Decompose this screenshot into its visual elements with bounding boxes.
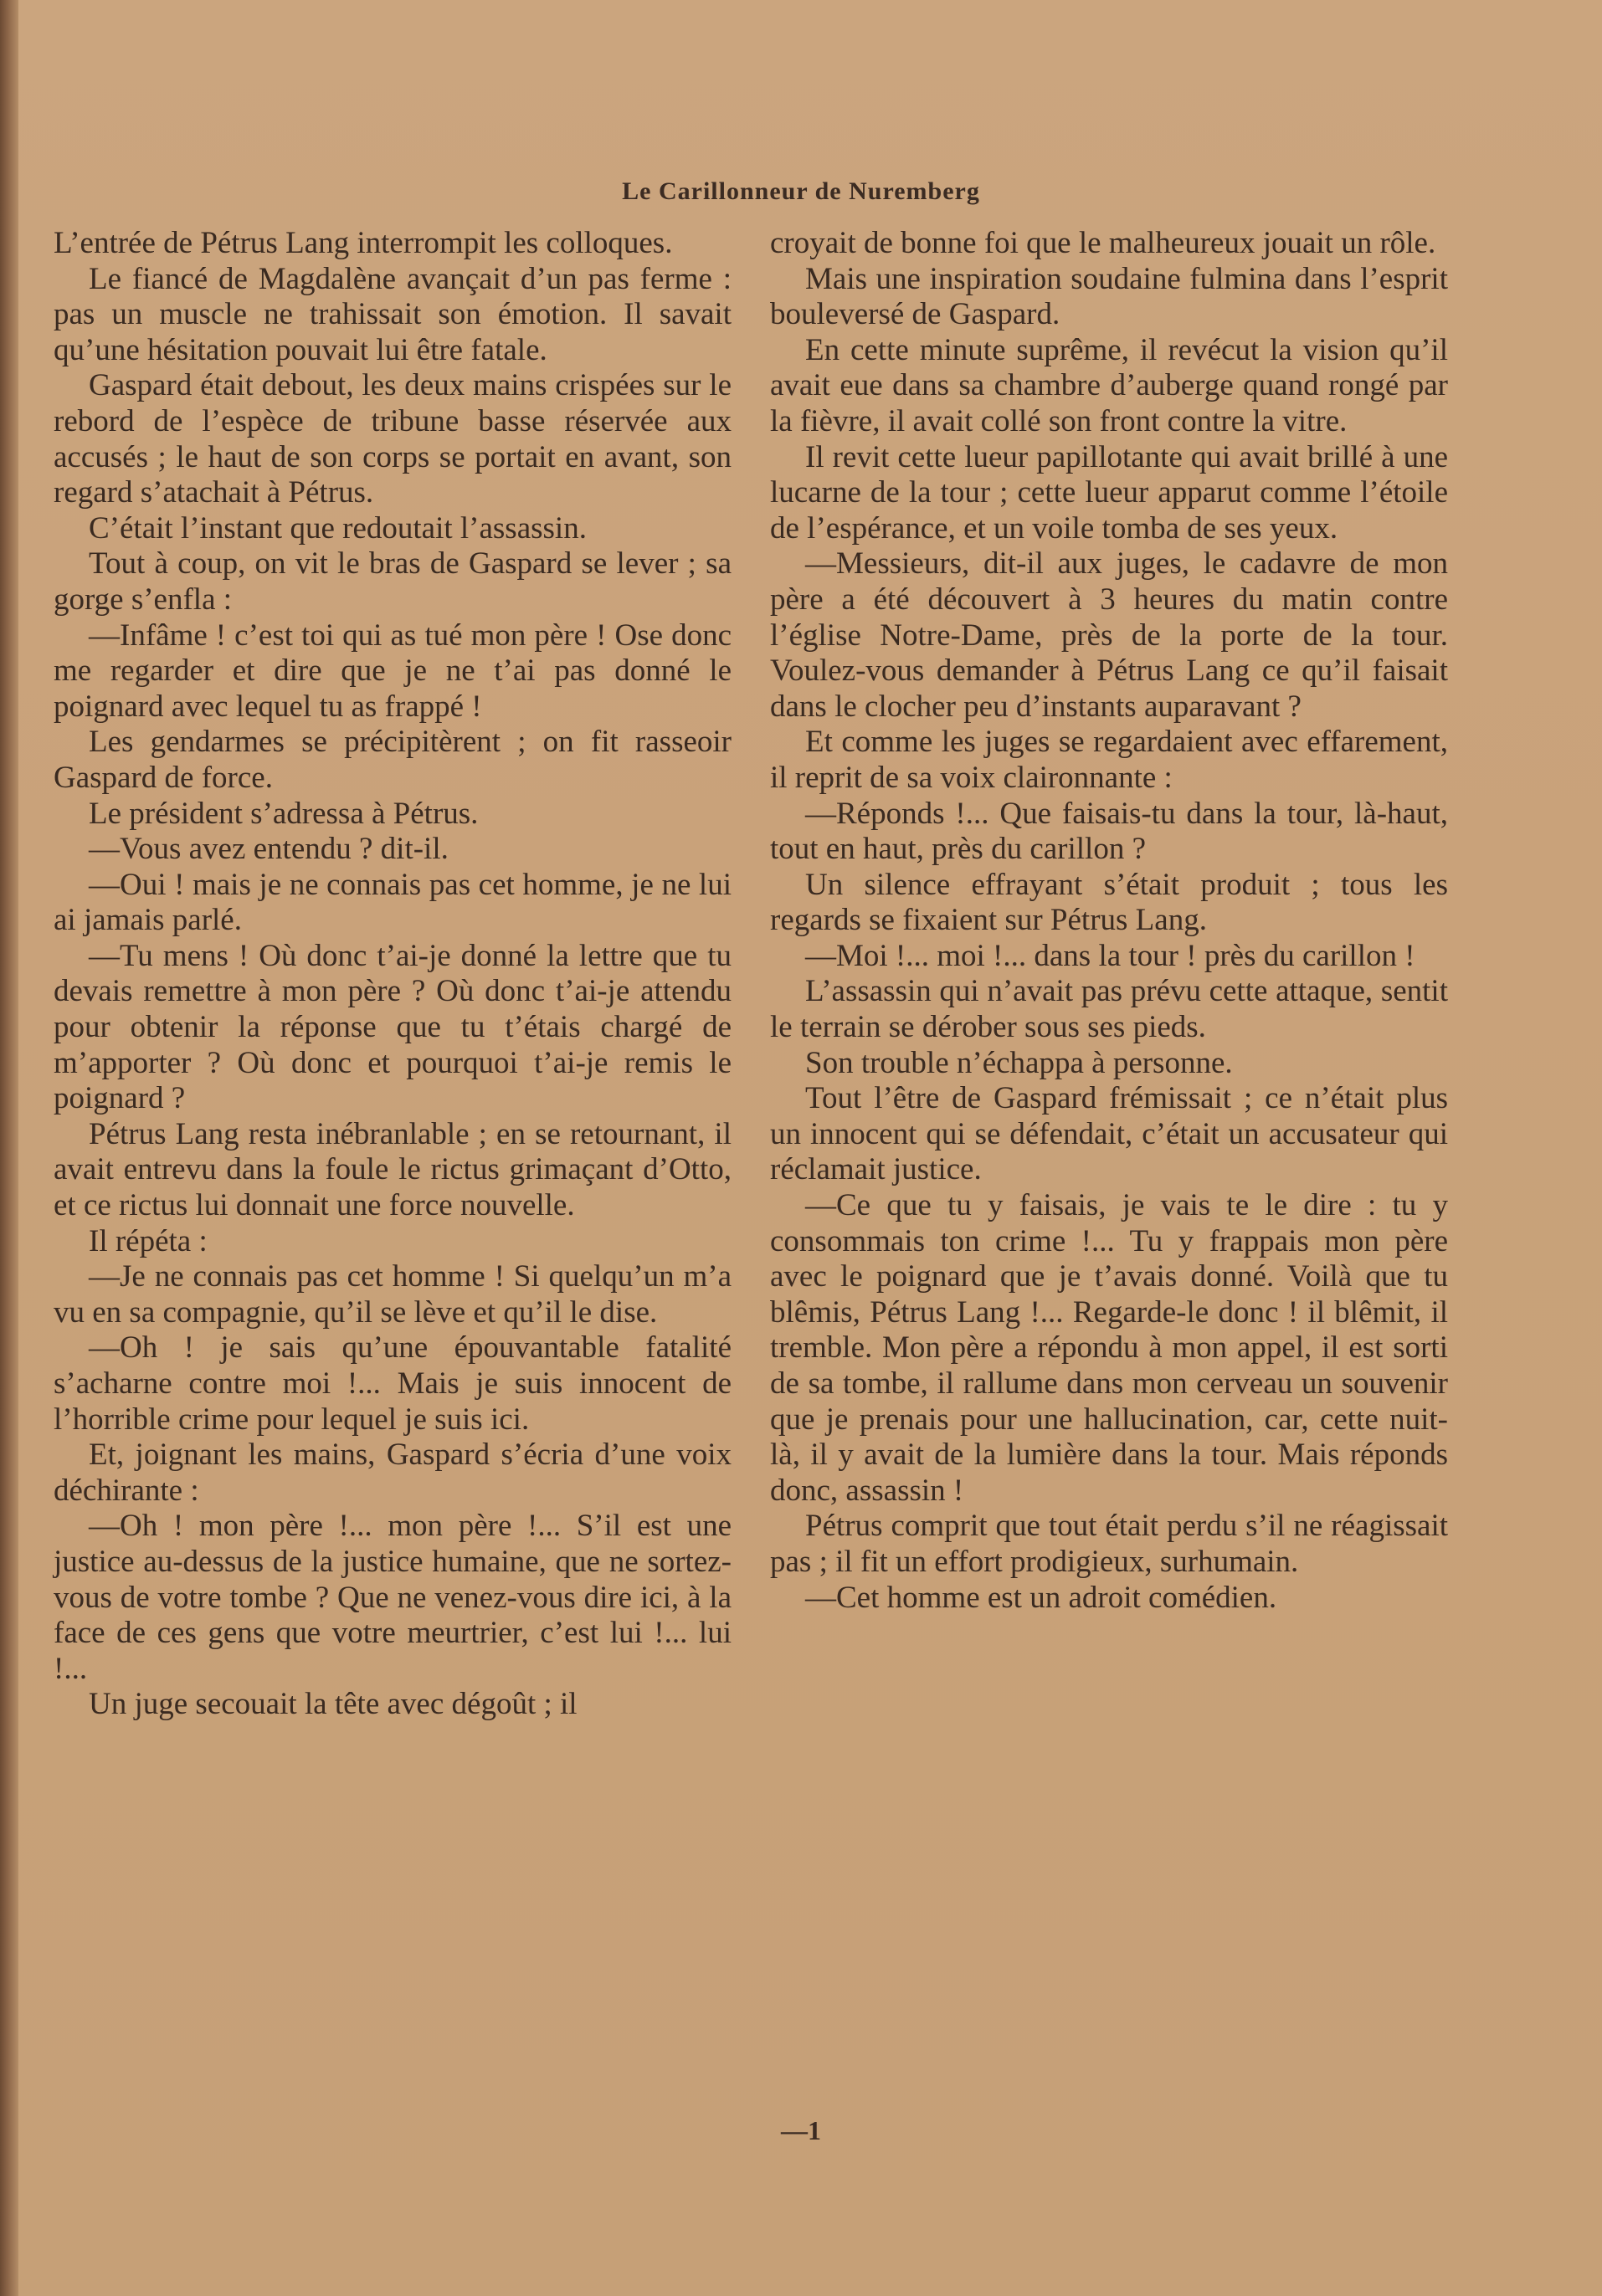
paragraph: Son trouble n’échappa à personne. [805,1045,1233,1080]
paragraph: Et comme les juges se regardaient avec effarement, il reprit de sa voix claironnante : [770,725,1448,795]
paragraph: —Messieurs, dit-il aux juges, le cadavre de mon père a été découvert à 3 heures du matin contre l’église Notre-Dame, près de la porte de la tour. Voulez-vous demander à Pétrus Lang ce qu’il faisait dans le clocher peu d’instants auparavant ? [770,546,1448,724]
paragraph: En cette minute suprême, il revécut la vision qu’il avait eue dans sa chambre d’auberge quand rongé par la fièvre, il avait collé son front contre la vitre. [770,332,1448,438]
page-number: —1 [781,2115,821,2145]
paragraph: —Vous avez entendu ? dit-il. [89,832,449,867]
paragraph: Le président s’adressa à Pétrus. [89,796,479,831]
paragraph: Le fiancé de Magdalène avançait d’un pas ferme : pas un muscle ne trahissait son émotion. Il savait qu’une hésitation pouvait lui être fatale. [54,261,732,367]
paragraph: —Réponds !... Que faisais-tu dans la tour, là-haut, tout en haut, près du carillon ? [770,796,1448,867]
paragraph: —Cet homme est un adroit comédien. [805,1580,1277,1615]
paragraph: Un juge secouait la tête avec dégoût ; il [89,1687,578,1722]
paragraph: Tout à coup, on vit le bras de Gaspard se lever ; sa gorge s’enfla : [54,546,732,617]
paragraph: —Infâme ! c’est toi qui as tué mon père ! Ose donc me regarder et dire que je ne t’ai pas donné le poignard avec lequel tu as frappé ! [54,618,732,724]
left-column [54,226,732,1723]
running-title: Le Carillonneur de Nuremberg [622,177,980,205]
paragraph: Pétrus Lang resta inébranlable ; en se retournant, il avait entrevu dans la foule le rictus grimaçant d’Otto, et ce rictus lui donnait une force nouvelle. [54,1116,732,1223]
paragraph: —Oui ! mais je ne connais pas cet homme, je ne lui ai jamais parlé. [54,867,732,938]
paragraph: L’assassin qui n’avait pas prévu cette attaque, sentit le terrain se dérober sous ses pieds. [770,974,1448,1045]
paragraph: —Oh ! mon père !... mon père !... S’il est une justice au-dessus de la justice humaine, que ne sortez-vous de votre tombe ? Que ne venez-vous dire ici, à la face de ces gens que votre meurtrier, c’est lui !... lui !... [54,1509,732,1686]
page-binding-edge [0,0,18,2296]
paragraph: C’était l’instant que redoutait l’assassin. [89,510,587,546]
paragraph: Les gendarmes se précipitèrent ; on fit rasseoir Gaspard de force. [54,725,732,795]
paragraph: —Moi !... moi !... dans la tour ! près du carillon ! [805,938,1415,973]
paragraph: croyait de bonne foi que le malheureux jouait un rôle. [770,226,1436,260]
paragraph: —Oh ! je sais qu’une épouvantable fatalité s’acharne contre moi !... Mais je suis innocent de l’horrible crime pour lequel je suis ici. [54,1330,732,1437]
paragraph: Gaspard était debout, les deux mains crispées sur le rebord de l’espèce de tribune basse réservée aux accusés ; le haut de son corps se portait en avant, son regard s’atachait à Pétrus. [54,368,732,510]
paragraph: Il revit cette lueur papillotante qui avait brillé à une lucarne de la tour ; cette lueur apparut comme l’étoile de l’espérance, et un voile tomba de ses yeux. [770,439,1448,546]
paragraph: —Ce que tu y faisais, je vais te le dire : tu y consommais ton crime !... Tu y frappais mon père avec le poignard que je t’avais donné. Voilà que tu blêmis, Pétrus Lang !... Regarde-le donc ! il blêmit, il tremble. Mon père a répondu à mon appel, il est sorti de sa tombe, il rallume dans mon cerveau un souvenir que je prenais pour une hallucination, car, cette nuit-là, il y avait de la lumière dans la tour. Mais réponds donc, assassin ! [770,1188,1448,1508]
paragraph: Mais une inspiration soudaine fulmina dans l’esprit bouleversé de Gaspard. [770,261,1448,332]
paragraph: Et, joignant les mains, Gaspard s’écria d’une voix déchirante : [54,1438,732,1508]
paragraph: —Je ne connais pas cet homme ! Si quelqu’un m’a vu en sa compagnie, qu’il se lève et qu’il le dise. [54,1259,732,1330]
paragraph: Pétrus comprit que tout était perdu s’il ne réagissait pas ; il fit un effort prodigieux, surhumain. [770,1509,1448,1579]
paragraph: L’entrée de Pétrus Lang interrompit les colloques. [54,226,673,260]
paragraph: Il répéta : [89,1223,208,1258]
right-column [770,226,1448,1616]
paragraph: —Tu mens ! Où donc t’ai-je donné la lettre que tu devais remettre à mon père ? Où donc t’ai-je attendu pour obtenir la réponse que tu t’étais chargé de m’apporter ? Où donc et pourquoi t’ai-je remis le poignard ? [54,938,732,1116]
paragraph: Tout l’être de Gaspard frémissait ; ce n’était plus un innocent qui se défendait, c’était un accusateur qui réclamait justice. [770,1081,1448,1187]
paragraph: Un silence effrayant s’était produit ; tous les regards se fixaient sur Pétrus Lang. [770,867,1448,938]
